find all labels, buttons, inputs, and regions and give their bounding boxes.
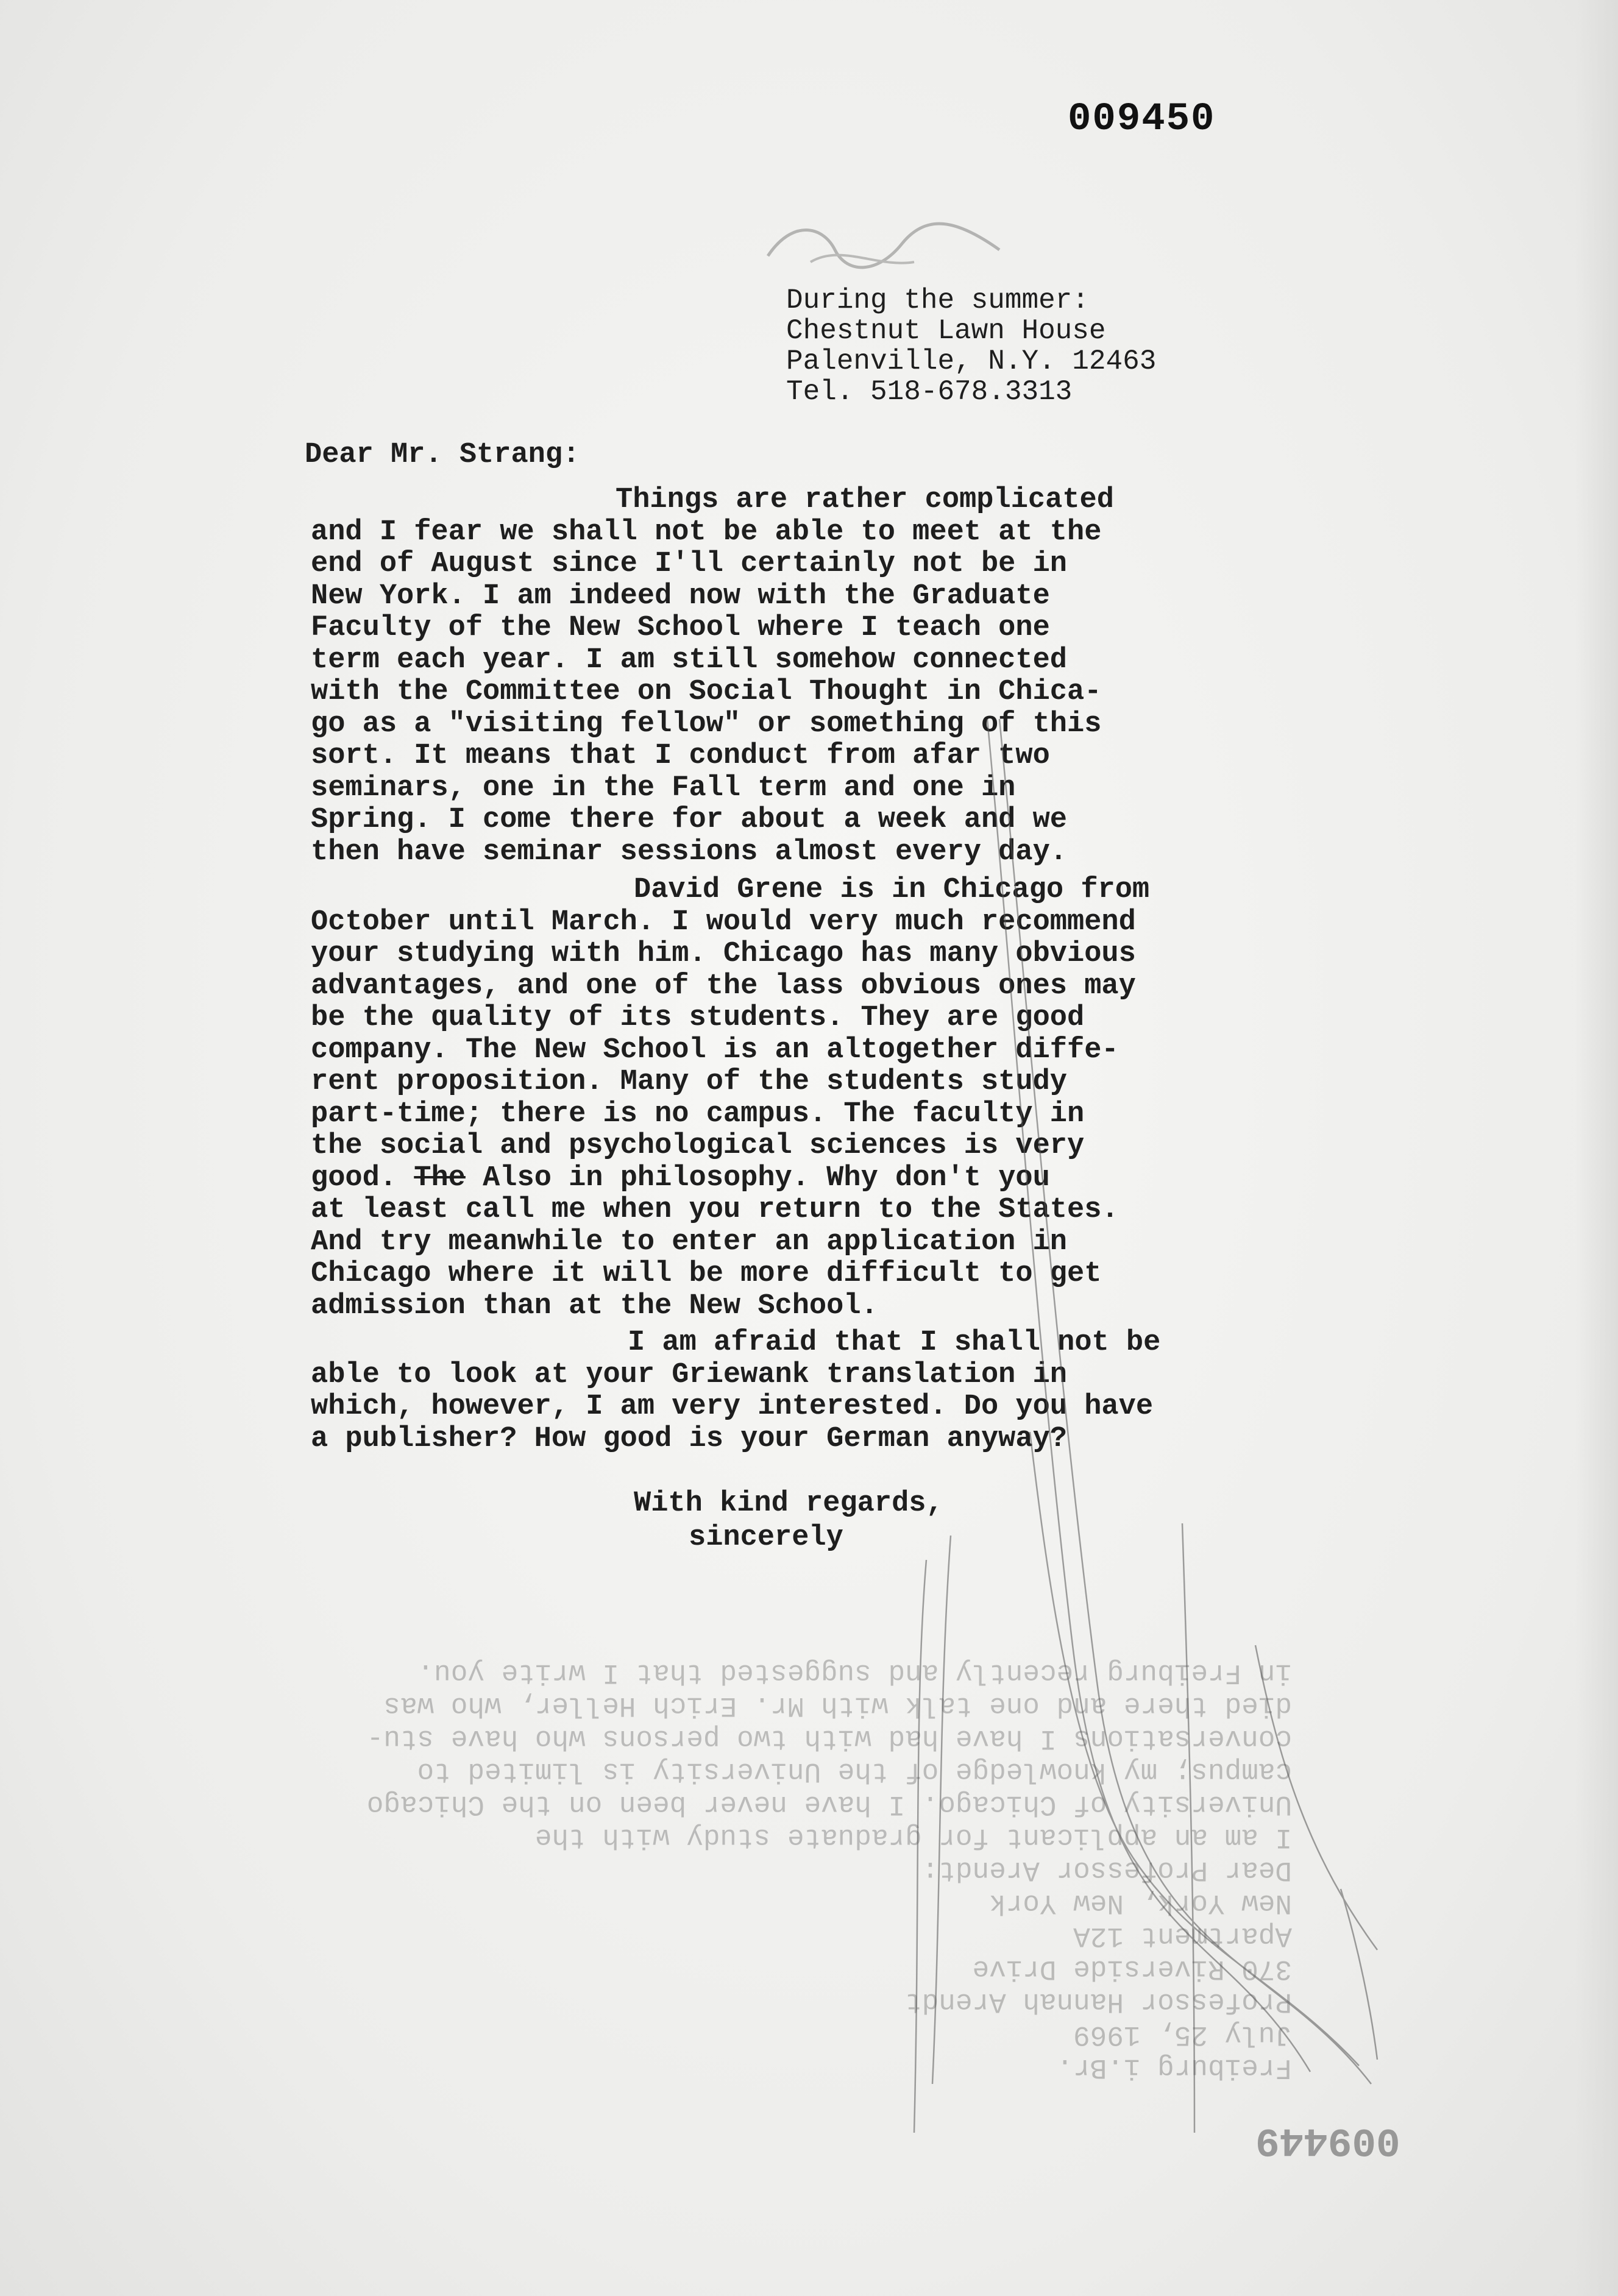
closing-sincerely: sincerely — [689, 1522, 843, 1554]
body-line: Things are rather complicated — [616, 484, 1114, 516]
body-line: rent proposition. Many of the students study — [311, 1066, 1068, 1098]
address-line: Palenville, N.Y. 12463 — [786, 345, 1157, 377]
body-text-fragment: Also in philosophy. Why don't you — [483, 1161, 1050, 1194]
address-line: Tel. 518-678.3313 — [786, 376, 1073, 408]
body-line: Chicago where it will be more difficult to get — [311, 1258, 1102, 1290]
bleed-through-line: Professor Hannah Arendt — [905, 1986, 1292, 2018]
body-line: Spring. I come there for about a week and we — [311, 804, 1068, 836]
body-line: then have seminar sessions almost every day. — [311, 835, 1068, 868]
summer-address-block — [786, 285, 1156, 407]
address-line: During the summer: — [786, 285, 1089, 316]
body-line: admission than at the New School. — [311, 1289, 878, 1322]
body-line: your studying with him. Chicago has many obvious — [311, 938, 1136, 970]
bleed-through-line: Freiburg i.Br. — [1056, 2052, 1292, 2083]
body-line: New York. I am indeed now with the Graduate — [311, 579, 1050, 612]
body-line: advantages, and one of the lass obvious ones may — [311, 969, 1136, 1002]
body-line: at least call me when you return to the States. — [311, 1194, 1119, 1226]
bleed-through-line: Dear Professor Arendt: — [921, 1854, 1292, 1886]
body-line: sort. It means that I conduct from afar two — [311, 740, 1050, 772]
body-line: able to look at your Griewank translation in — [311, 1358, 1068, 1391]
body-line: go as a "visiting fellow" or something of this — [311, 707, 1102, 740]
body-line: be the quality of its students. They are good — [311, 1002, 1085, 1034]
body-line: company. The New School is an altogether diffe- — [311, 1033, 1119, 1066]
body-line: with the Committee on Social Thought in Chica- — [311, 676, 1102, 708]
address-line: Chestnut Lawn House — [786, 315, 1106, 347]
bleed-through-line: died there and one talk with Mr. Erich Heller, who was — [383, 1690, 1292, 1721]
document-number: 009450 — [1068, 97, 1216, 141]
body-text-fragment — [466, 1162, 483, 1194]
body-line: part-time; there is no campus. The faculty in — [311, 1097, 1085, 1130]
body-line: I am afraid that I shall not be — [628, 1327, 1161, 1359]
body-line: end of August since I'll certainly not be in — [311, 548, 1068, 580]
bleed-through-line: campus; my knowledge of the University is limited to — [417, 1756, 1292, 1787]
struck-out-word: The — [414, 1161, 466, 1194]
closing-block — [634, 1487, 943, 1555]
body-line: the social and psychological sciences is very — [311, 1130, 1085, 1162]
salutation: Dear Mr. Strang: — [305, 439, 580, 471]
bleed-through-line: University of Chicago. I have never been on the Chicago — [366, 1788, 1292, 1820]
bleed-through-line: New York, New York — [989, 1887, 1292, 1919]
body-line: Faculty of the New School where I teach one — [311, 612, 1050, 644]
letter-body — [311, 484, 1286, 1455]
bleed-through-line: conversations I have had with two persons who have stu- — [366, 1723, 1292, 1754]
body-text-fragment: good. — [311, 1161, 414, 1194]
bleed-through-line: I am an applicant for graduate study with the — [534, 1821, 1292, 1853]
body-line — [311, 1163, 1286, 1195]
body-line: October until March. I would very much recommend — [311, 905, 1136, 938]
bleed-through-line: 370 Riverside Drive — [972, 1953, 1292, 1985]
bleed-through-line: in Freiburg recently and suggested that I write you. — [417, 1657, 1292, 1688]
body-line: and I fear we shall not be able to meet at the — [311, 516, 1102, 548]
mirrored-document-number: 009449 — [1255, 2117, 1400, 2163]
body-line: term each year. I am still somehow connected — [311, 643, 1068, 676]
closing-regards: With kind regards, — [634, 1487, 943, 1520]
body-line: a publisher? How good is your German anyway? — [311, 1422, 1068, 1455]
bleed-through-line: July 25, 1969 — [1073, 2019, 1292, 2050]
bleed-through-text — [317, 1656, 1292, 2084]
sheet-edge-shadow — [1575, 0, 1618, 2296]
bleed-through-line: Apartment 12A — [1073, 1920, 1292, 1952]
body-line: which, however, I am very interested. Do you have — [311, 1391, 1154, 1423]
body-line: David Grene is in Chicago from — [634, 874, 1150, 906]
body-line: seminars, one in the Fall term and one in — [311, 771, 1016, 804]
body-line: And try meanwhile to enter an application in — [311, 1225, 1068, 1258]
mirrored-signature-mark — [756, 207, 1012, 280]
